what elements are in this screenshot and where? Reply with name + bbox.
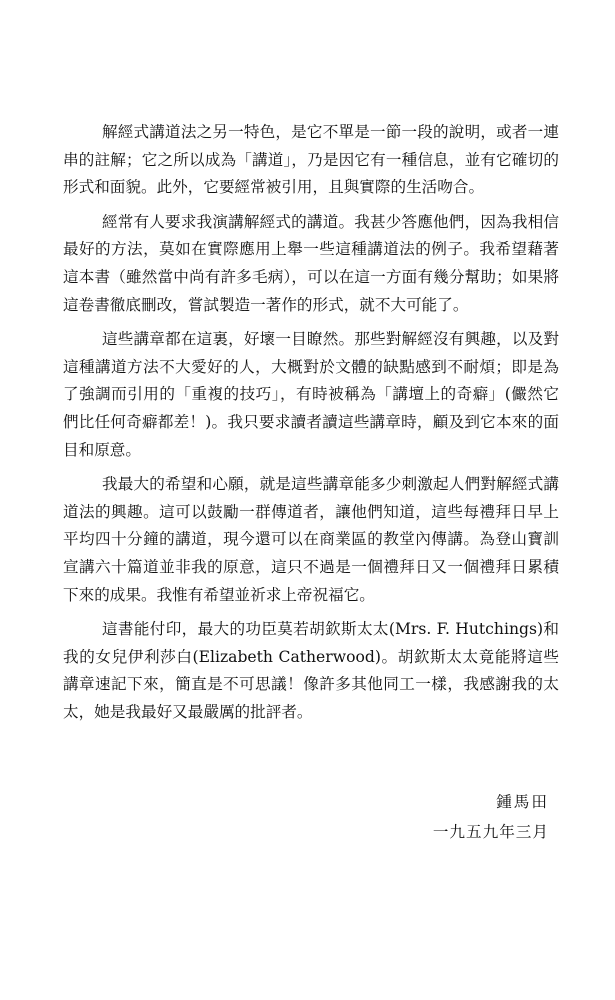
author-signature: 鍾馬田 [496,793,549,811]
signature-date: 一九五九年三月 [432,823,549,841]
paragraph-5: 這書能付印，最大的功臣莫若胡欽斯太太(Mrs. F. Hutchings)和我的女兒伊利莎白(Elizabeth Catherwood)。胡欽斯太太竟能將這些講章速記下來，簡直是不可思議！像許多其他同工一樣，我感謝我的太太，她是我最好又最嚴厲的批評者。 [63,620,559,721]
paragraph-2: 經常有人要求我演講解經式的講道。我甚少答應他們，因為我相信最好的方法，莫如在實際應用上舉一些這種講道法的例子。我希望藉著這本書（雖然當中尚有許多毛病），可以在這一方面有幾分幫助；如果將這卷書徹底刪改，嘗試製造一著作的形式，就不大可能了。 [63,212,559,314]
preface-body [63,119,559,733]
paragraph-4: 我最大的希望和心願，就是這些講章能多少刺激起人們對解經式講道法的興趣。這可以鼓勵一群傳道者，讓他們知道，這些每禮拜日早上平均四十分鐘的講道，現今還可以在商業區的教堂內傳講。為登山寶訓宣講六十篇道並非我的原意，這只不過是一個禮拜日又一個禮拜日累積下來的成果。我惟有希望並祈求上帝祝福它。 [63,475,559,604]
paragraph-3: 這些講章都在這裏，好壞一目瞭然。那些對解經沒有興趣，以及對這種講道方法不大愛好的人，大概對於文體的缺點感到不耐煩；即是為了強調而引用的「重複的技巧」，有時被稱為「講壇上的奇癖」(儼然它們比任何奇癖都差！)。我只要求讀者讀這些講章時，顧及到它本來的面目和原意。 [63,330,559,459]
paragraph-1: 解經式講道法之另一特色，是它不單是一節一段的說明，或者一連串的註解；它之所以成為「講道」，乃是因它有一種信息，並有它確切的形式和面貌。此外，它要經常被引用，且與實際的生活吻合。 [63,123,559,197]
